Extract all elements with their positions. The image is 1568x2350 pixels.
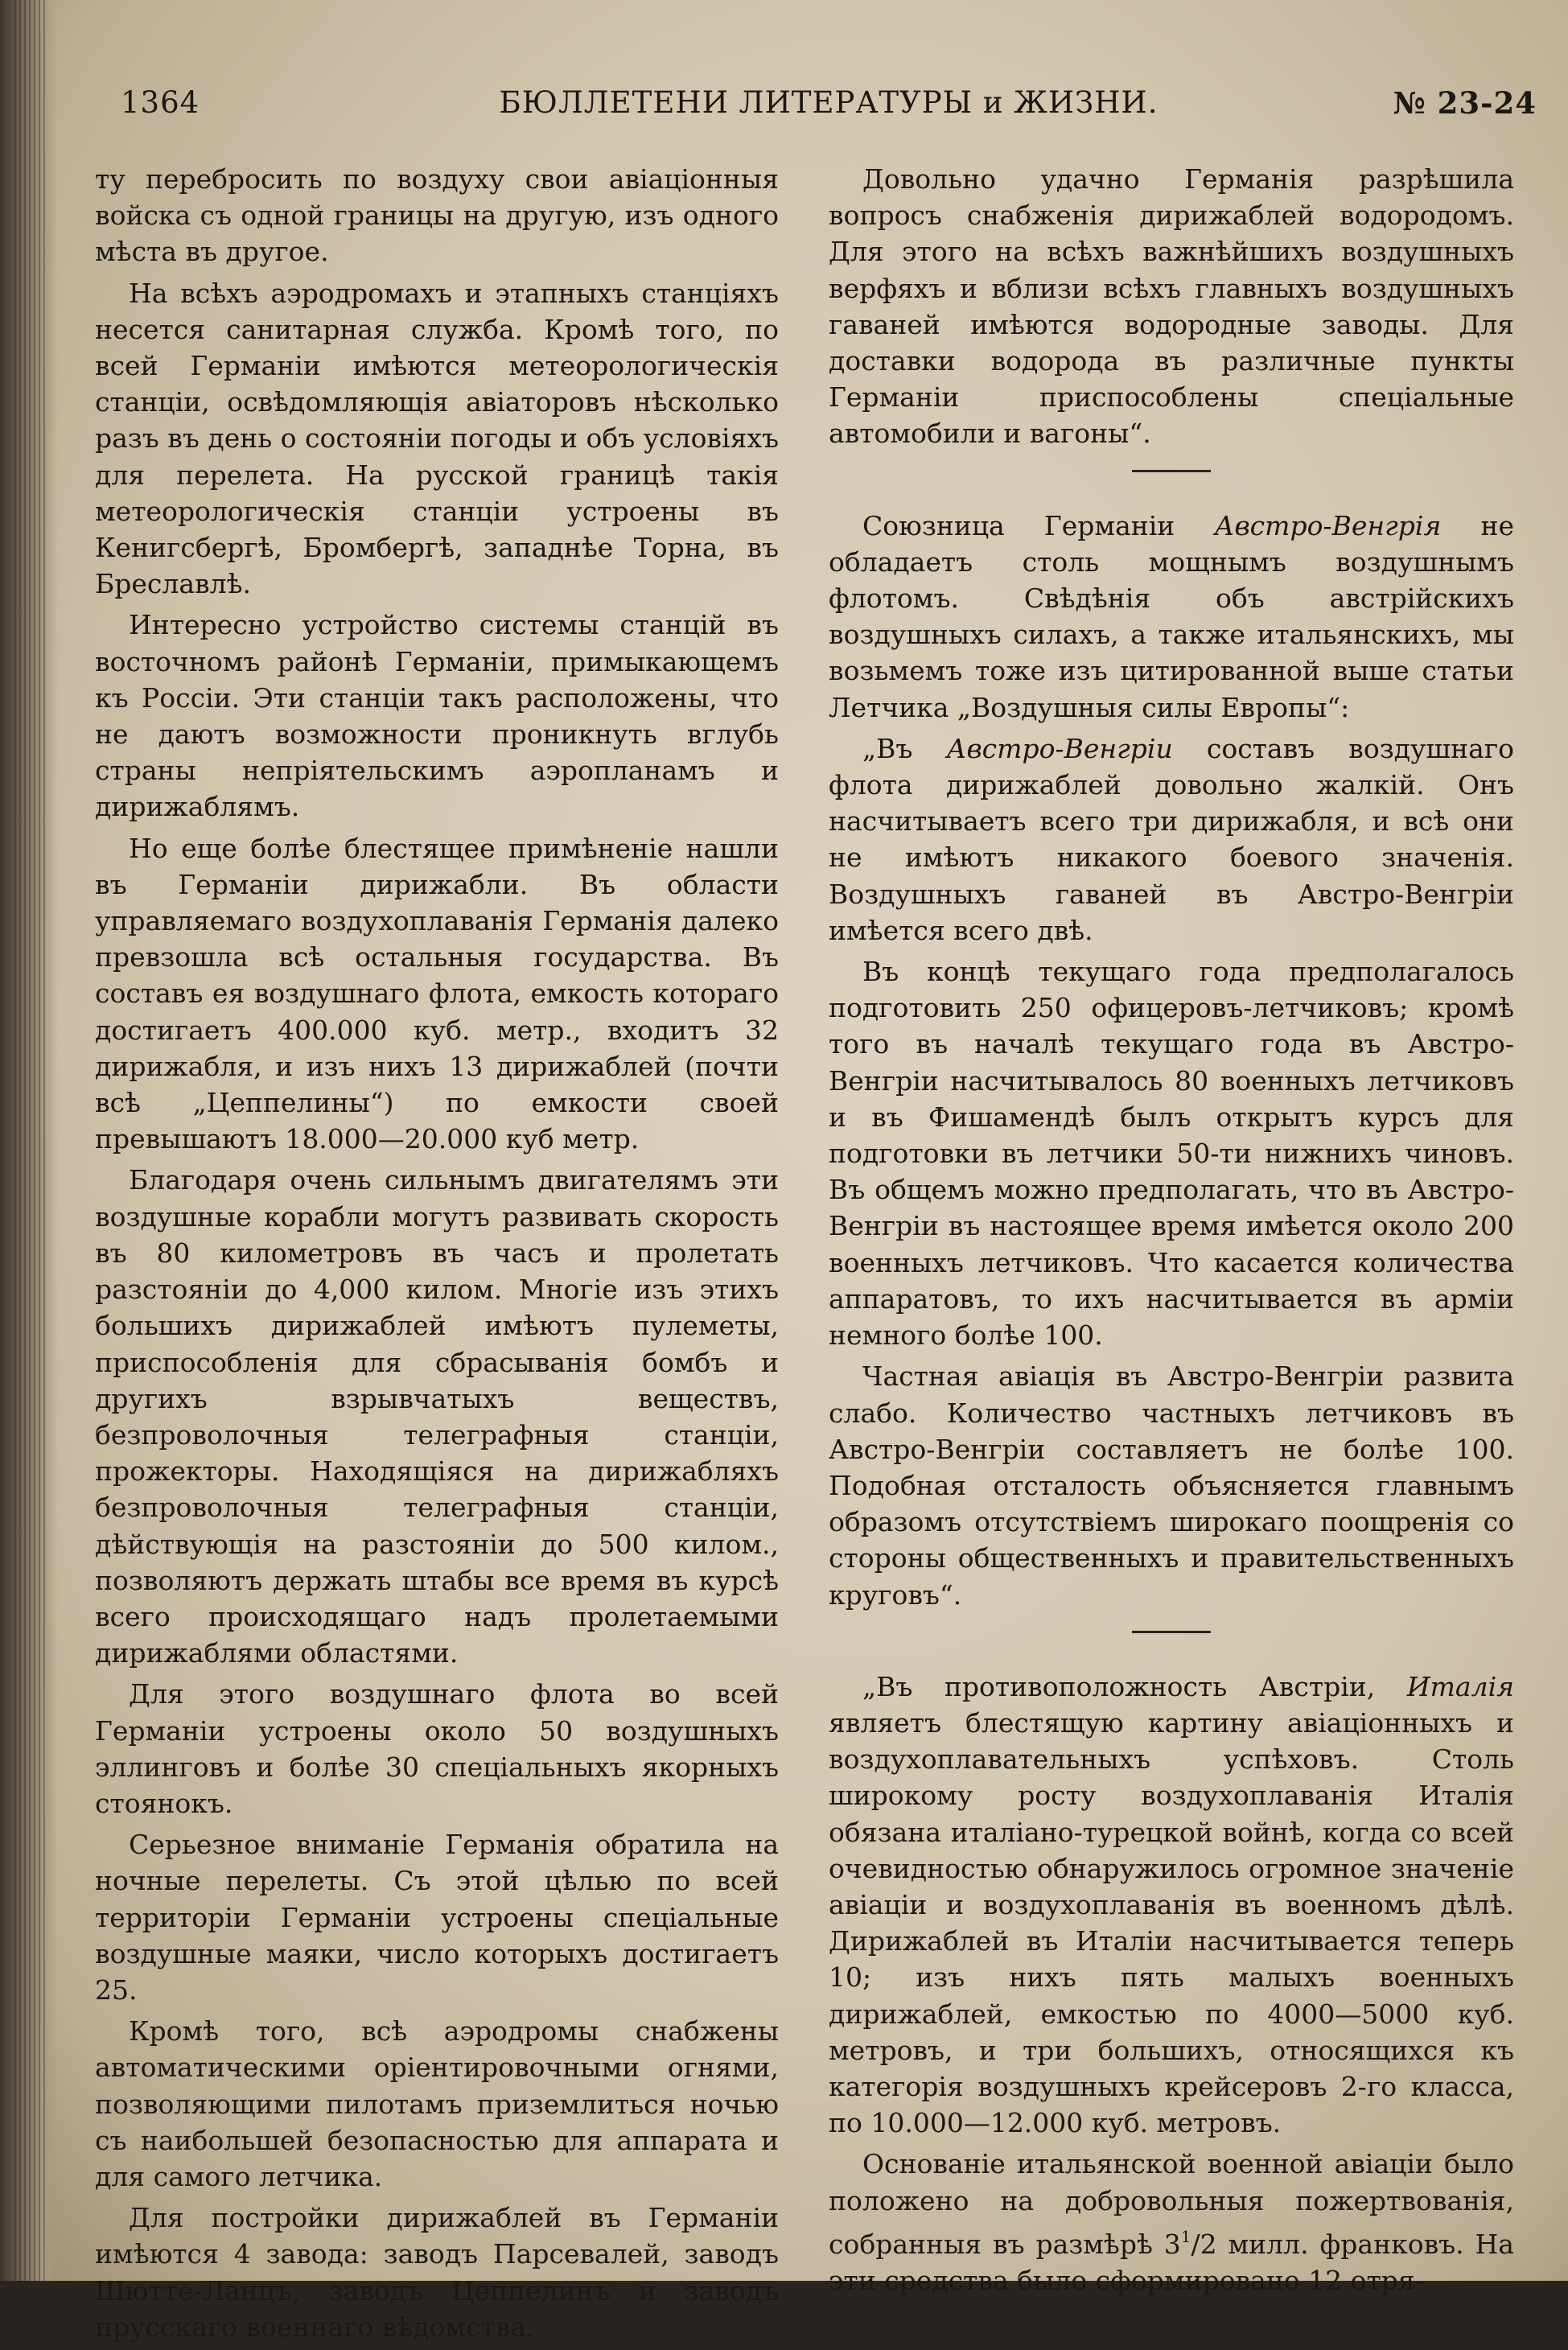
paragraph: „Въ противоположность Австрiи, Италiя являетъ блестящую картину авiацiонныхъ и воздухоплавательныхъ успѣховъ. Столь широкому росту воздухоплаванiя Италiя обязана италiано-турецкой войнѣ, когда со всей очевидностью обнаружилось огромное значенiе авiацiи и воздухоплаванiя въ военномъ дѣлѣ. Дирижаблей въ Италiи насчитывается теперь 10; изъ нихъ пять малыхъ военныхъ дирижаблей, емкостью по 4000—5000 куб. метровъ, и три большихъ, относящихся къ категорiя воздушныхъ крейсеровъ 2-го класса, по 10.000—12.000 куб. метровъ.	[829, 1670, 1514, 2139]
page-number: 1364	[121, 85, 200, 120]
fraction-numerator: 1	[1180, 2226, 1191, 2246]
paragraph: ту перебросить по воздуху свои авiацiонныя войска съ одной границы на другую, изъ одного мѣста въ другое.	[95, 163, 779, 268]
fraction-denominator: 2	[1200, 2228, 1217, 2260]
paragraph: Интересно устройство системы станцiй въ восточномъ районѣ Германiи, примыкающемъ къ Россiи. Эти станцiи такъ расположены, что не даютъ возможности проникнуть вглубь страны непрiятельскимъ аэропланамъ и дирижаблямъ.	[95, 609, 779, 823]
right-column	[829, 161, 1514, 2303]
paragraph: „Въ Австро-Венгрiи составъ воздушнаго флота дирижаблей довольно жалкiй. Онъ насчитываетъ всего три дирижабля, и всѣ они не имѣютъ никакого боевого значенiя. Воздушныхъ гаваней въ Австро-Венгрiи имѣется всего двѣ.	[829, 732, 1514, 946]
emphasis-austria-hungary: Австро-Венгрiя	[1214, 509, 1442, 541]
paragraph: Серьезное вниманiе Германiя обратила на ночные перелеты. Съ этой цѣлью по всей территорiи Германiи устроены спецiальные воздушные маяки, число которыхъ достигаетъ 25.	[95, 1829, 779, 2006]
emphasis-austria-hungary: Австро-Венгрiи	[946, 732, 1173, 764]
paragraph: Основанiе итальянской военной авiацiи было положено на добровольныя пожертвованiя, собранныя въ размѣрѣ $3^1/2$ милл. франковъ. На эти средства было сформировано 12 отря-	[829, 2148, 1514, 2296]
paragraph: Благодаря очень сильнымъ двигателямъ эти воздушные корабли могутъ развивать скорость въ 80 километровъ въ часъ и пролетать разстоянiи до 4,000 килом. Многiе изъ этихъ большихъ дирижаблей имѣютъ пулеметы, приспособленiя для сбрасыванiя бомбъ и другихъ взрывчатыхъ веществъ, безпроволочныя телеграфныя станцiи, прожекторы. Находящiяся на дирижабляхъ безпроволочныя телеграфныя станцiи, дѣйствующiя на разстоянiи до 500 килом., позволяютъ держать штабы все время въ курсѣ всего происходящаго надъ пролетаемыми дирижаблями областями.	[95, 1164, 779, 1669]
issue-number: № 23-24	[1393, 85, 1537, 121]
emphasis-italy: Италiя	[1406, 1670, 1514, 1702]
paragraph: Союзница Германiи Австро-Венгрiя не обладаетъ столь мощнымъ воздушнымъ флотомъ. Свѣдѣнiя объ австрiйскихъ воздушныхъ силахъ, а также итальянскихъ, мы возьмемъ тоже изъ цитированной выше статьи Летчика „Воздушныя силы Европы“:	[829, 509, 1515, 723]
paragraph: На всѣхъ аэродромахъ и этапныхъ станцiяхъ несется санитарная служба. Кромѣ того, по всей Германiи имѣются метеорологическiя станцiи, освѣдомляющiя авiаторовъ нѣсколько разъ въ день о состоянiи погоды и объ условiяхъ для перелета. На русской границѣ такiя метеорологическiя станцiи устроены въ Кенигсбергѣ, Бромбергѣ, западнѣе Торна, въ Бреславлѣ.	[95, 277, 779, 600]
paragraph: Довольно удачно Германiя разрѣшила вопросъ снабженiя дирижаблей водородомъ. Для этого на всѣхъ важнѣйшихъ воздушныхъ верфяхъ и вблизи всѣхъ главныхъ воздушныхъ гаваней имѣются водородные заводы. Для доставки водорода въ различные пункты Германiи приспособлены спецiальные автомобили и вагоны“.	[829, 163, 1514, 450]
running-header	[121, 77, 1537, 134]
paragraph: Но еще болѣе блестящее примѣненiе нашли въ Германiи дирижабли. Въ области управляемаго воздухоплаванiя Германiя далеко превзошла всѣ остальныя государства. Въ составъ ея воздушнаго флота, емкость котораго достигаетъ 400.000 куб. метр., входитъ 32 дирижабля, и изъ нихъ 13 дирижаблей (почти всѣ „Цеппелины“) по емкости своей превышаютъ 18.000—20.000 куб метр.	[95, 832, 779, 1155]
section-divider	[1132, 470, 1211, 472]
paragraph: Кромѣ того, всѣ аэродромы снабжены автоматическими орiентировочными огнями, позволяющими пилотамъ приземлиться ночью съ наибольшей безопасностью для аппарата и для самого летчика.	[95, 2015, 779, 2192]
section-divider	[1132, 1631, 1211, 1633]
left-column	[95, 161, 779, 2350]
paragraph: Въ концѣ текущаго года предполагалось подготовить 250 офицеровъ-летчиковъ; кромѣ того въ началѣ текущаго года въ Австро-Венгрiи насчитывалось 80 военныхъ летчиковъ и въ Фишамендѣ былъ открытъ курсъ для подготовки въ летчики 50-ти нижнихъ чиновъ. Въ общемъ можно предполагать, что въ Австро-Венгрiи въ настоящее время имѣется около 200 военныхъ летчиковъ. Что касается количества аппаратовъ, то ихъ насчитывается въ армiи немного болѣе 100.	[829, 956, 1514, 1352]
page-edge-shadow	[0, 0, 58, 2281]
paragraph: Частная авiацiя въ Австро-Венгрiи развита слабо. Количество частныхъ летчиковъ въ Австро-Венгрiи составляетъ не болѣе 100. Подобная отсталость объясняется главнымъ образомъ отсутствiемъ широкаго поощренiя со стороны общественныхъ и правительственныхъ круговъ“.	[829, 1360, 1514, 1611]
paragraph: Для постройки дирижаблей въ Германiи имѣются 4 завода: заводъ Парсевалей, заводъ Шютте-Ланцъ, заводъ Цеппелинъ и заводъ прусскаго военнаго вѣдомства.	[95, 2202, 779, 2343]
journal-title: БЮЛЛЕТЕНИ ЛИТЕРАТУРЫ и ЖИЗНИ.	[499, 85, 1159, 120]
paragraph: Для этого воздушнаго флота во всей Германiи устроены около 50 воздушныхъ эллинговъ и болѣе 30 спецiальныхъ якорныхъ стоянокъ.	[95, 1678, 779, 1819]
